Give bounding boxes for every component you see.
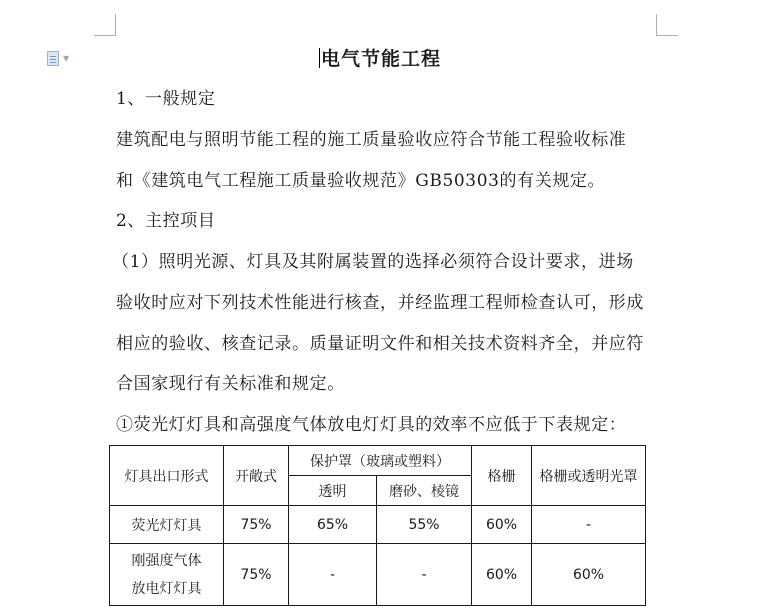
table-row — [110, 506, 646, 544]
header-cell: 保护罩（玻璃或塑料） — [289, 446, 472, 476]
header-cell: 灯具出口形式 — [110, 446, 224, 506]
paragraph-line: ①荧光灯灯具和高强度气体放电灯灯具的效率不应低于下表规定： — [116, 415, 627, 435]
table-cell: 75% — [224, 544, 289, 606]
table-cell: 60% — [532, 544, 646, 606]
paragraph-line: 相应的验收、核查记录。质量证明文件和相关技术资料齐全，并应符 — [116, 334, 644, 354]
page-corner-mark-top-right — [656, 14, 678, 36]
table-cell: - — [377, 544, 472, 606]
table-cell — [110, 544, 224, 606]
paragraph-line: 合国家现行有关标准和规定。 — [116, 374, 345, 394]
table-cell: 60% — [472, 544, 532, 606]
header-cell: 磨砂、棱镜 — [377, 476, 472, 506]
table-cell: 75% — [224, 506, 289, 544]
paragraph-line: 验收时应对下列技术性能进行核查，并经监理工程师检查认可，形成 — [116, 293, 644, 313]
paragraph-line: 建筑配电与照明节能工程的施工质量验收应符合节能工程验收标准 — [116, 130, 627, 150]
header-cell: 透明 — [289, 476, 377, 506]
header-cell: 格栅或透明光罩 — [532, 446, 646, 506]
table-cell: 65% — [289, 506, 377, 544]
paragraph-line: （1）照明光源、灯具及其附属装置的选择必须符合设计要求，进场 — [112, 252, 634, 272]
table-cell: 荧光灯灯具 — [110, 506, 224, 544]
document-title-text: 电气节能工程 — [320, 48, 441, 70]
table-cell-line: 刚强度气体 — [131, 552, 202, 569]
table-cell: - — [532, 506, 646, 544]
page-corner-mark-top-left — [94, 14, 116, 36]
chevron-down-icon: ▼ — [63, 53, 70, 63]
table-row — [110, 544, 646, 606]
table-cell: 55% — [377, 506, 472, 544]
table-cell-line: 放电灯灯具 — [131, 580, 202, 597]
text-cursor — [319, 48, 320, 68]
section-heading-main-control: 2、主控项目 — [116, 211, 216, 231]
table-cell: - — [289, 544, 377, 606]
header-cell: 开敞式 — [224, 446, 289, 506]
section-heading-general: 1、一般规定 — [116, 89, 216, 109]
paragraph-line: 和《建筑电气工程施工质量验收规范》GB50303的有关规定。 — [116, 171, 606, 191]
header-cell: 格栅 — [472, 446, 532, 506]
table-cell: 60% — [472, 506, 532, 544]
efficiency-table — [109, 445, 646, 606]
document-title[interactable] — [0, 44, 760, 71]
